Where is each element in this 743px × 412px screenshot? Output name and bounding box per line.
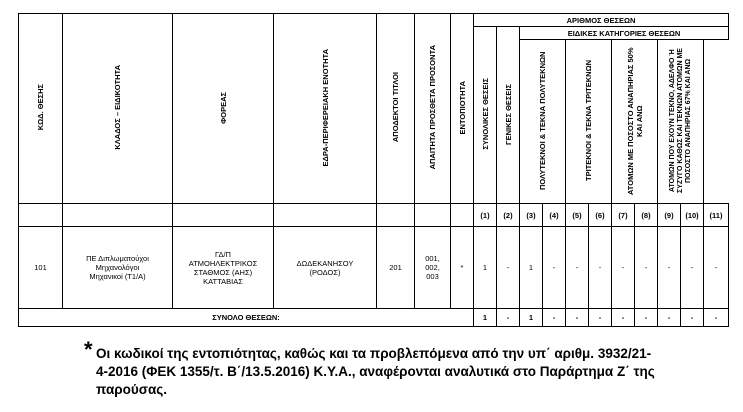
header-edra: ΕΔΡΑ-ΠΕΡΙΦΕΡΕΙΑΚΗ ΕΝΟΤΗΤΑ (274, 14, 377, 204)
total-value: - (589, 309, 612, 327)
total-value: - (704, 309, 729, 327)
cell-value: - (704, 227, 729, 309)
cell-value: 1 (520, 227, 543, 309)
cell-value: - (566, 227, 589, 309)
column-number: (4) (543, 204, 566, 227)
footnote-star: * (84, 337, 93, 362)
header-entopiotita: ΕΝΤΟΠΙΟΤΗΤΑ (451, 14, 474, 204)
cell-titloi: 201 (377, 227, 415, 309)
cell-foreas: ΓΔ/Π ΑΤΜΟΗΛΕΚΤΡΙΚΟΣ ΣΤΑΘΜΟΣ (ΑΗΣ) ΚΑΤΤΑΒΙΑΣ (173, 227, 274, 309)
total-value: - (497, 309, 520, 327)
total-row (19, 309, 729, 327)
cell-edra: ΔΩΔΕΚΑΝΗΣΟΥ (ΡΟΔΟΣ) (274, 227, 377, 309)
table-row (19, 227, 729, 309)
footnote-text: Οι κωδικοί της εντοπιότητας, καθώς και τα προβλεπόμενα από την υπ΄ αριθμ. 3932/21-4-2016 (ΦΕΚ 1355/τ. Β΄/13.5.2016) Κ.Υ.Α., αναφέρονται αναλυτικά στο Παράρτημα Ζ΄ της παρούσας. (96, 346, 655, 397)
column-number-row (19, 204, 729, 227)
column-number: (6) (589, 204, 612, 227)
header-kod: ΚΩΔ. ΘΕΣΗΣ (19, 14, 63, 204)
cell-value: - (589, 227, 612, 309)
cell-value: 1 (474, 227, 497, 309)
total-value: 1 (474, 309, 497, 327)
column-number: (1) (474, 204, 497, 227)
column-number: (10) (681, 204, 704, 227)
cell-value: - (543, 227, 566, 309)
column-number: (3) (520, 204, 543, 227)
total-value: - (658, 309, 681, 327)
header-triteknoi: ΤΡΙΤΕΚΝΟΙ & ΤΕΚΝΑ ΤΡΙΤΕΚΝΩΝ (566, 40, 612, 204)
header-teknon: ΑΤΟΜΩΝ ΠΟΥ ΕΧΟΥΝ ΤΕΚΝΟ, ΑΔΕΛΦΟ Ή ΣΥΖΥΓΟ ΚΑΘΩΣ ΚΑΙ ΤΕΚΝΩΝ ΑΤΟΜΩΝ ΜΕ ΠΟΣΟΣΤΟ ΑΝΑΠΗΡΙΑΣ 67% ΚΑΙ ΑΝΩ (658, 40, 704, 204)
total-value: - (612, 309, 635, 327)
header-polyteknoi: ΠΟΛΥΤΕΚΝΟΙ & ΤΕΚΝΑ ΠΟΛΥΤΕΚΝΩΝ (520, 40, 566, 204)
header-klados: ΚΛΑΔΟΣ – ΕΙΔΙΚΟΤΗΤΑ (63, 14, 173, 204)
header-prosonta: ΑΠΑΙΤΗΤΑ ΠΡΟΣΘΕΤΑ ΠΡΟΣΟΝΤΑ (415, 14, 451, 204)
header-amea: ΑΤΟΜΩΝ ΜΕ ΠΟΣΟΣΤΟ ΑΝΑΠΗΡΙΑΣ 50% ΚΑΙ ΑΝΩ (612, 40, 658, 204)
positions-table (18, 13, 729, 327)
column-number: (8) (635, 204, 658, 227)
header-arithmos: ΑΡΙΘΜΟΣ ΘΕΣΕΩΝ (474, 14, 729, 27)
cell-prosonta: 001, 002, 003 (415, 227, 451, 309)
cell-kod: 101 (19, 227, 63, 309)
column-number: (11) (704, 204, 729, 227)
total-value: - (566, 309, 589, 327)
header-genikes: ΓΕΝΙΚΕΣ ΘΕΣΕΙΣ (497, 27, 520, 204)
header-foreas: ΦΟΡΕΑΣ (173, 14, 274, 204)
total-value: - (681, 309, 704, 327)
cell-klados: ΠΕ Διπλωματούχοι Μηχανολόγοι Μηχανικοί (Τ1/Α) (63, 227, 173, 309)
footnote (84, 337, 656, 399)
cell-value: - (497, 227, 520, 309)
cell-value: - (658, 227, 681, 309)
total-value: 1 (520, 309, 543, 327)
column-number: (2) (497, 204, 520, 227)
header-titloi: ΑΠΟΔΕΚΤΟΙ ΤΙΤΛΟΙ (377, 14, 415, 204)
header-eidikes: ΕΙΔΙΚΕΣ ΚΑΤΗΓΟΡΙΕΣ ΘΕΣΕΩΝ (520, 27, 729, 40)
cell-entopiotita: * (451, 227, 474, 309)
cell-value: - (681, 227, 704, 309)
header-synolikes: ΣΥΝΟΛΙΚΕΣ ΘΕΣΕΙΣ (474, 27, 497, 204)
total-value: - (543, 309, 566, 327)
total-label: ΣΥΝΟΛΟ ΘΕΣΕΩΝ: (19, 309, 474, 327)
total-value: - (635, 309, 658, 327)
cell-value: - (635, 227, 658, 309)
column-number: (5) (566, 204, 589, 227)
column-number: (9) (658, 204, 681, 227)
cell-value: - (612, 227, 635, 309)
column-number: (7) (612, 204, 635, 227)
